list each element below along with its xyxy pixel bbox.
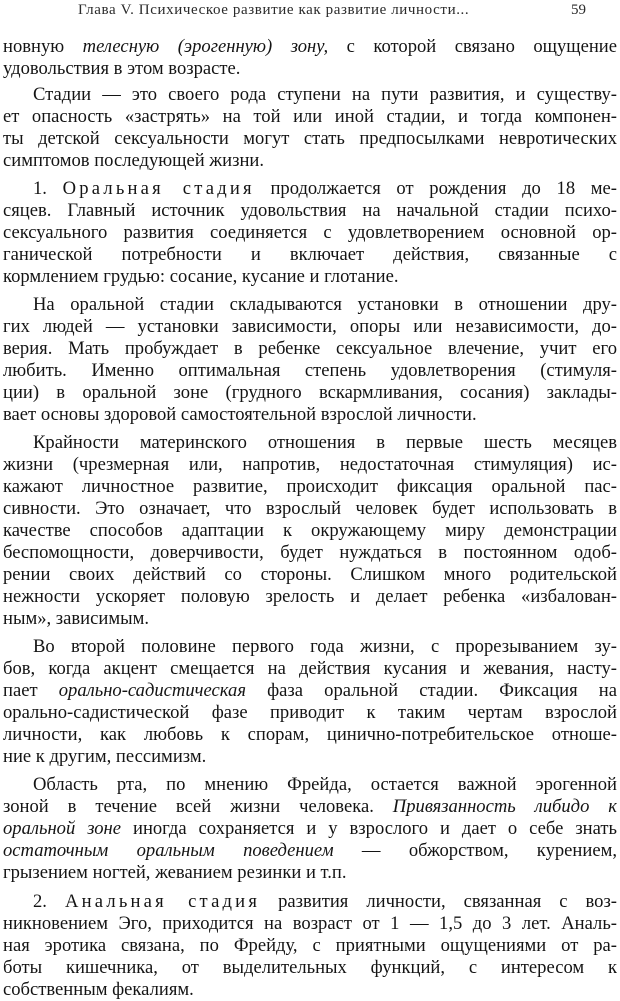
text-run: 2. (33, 891, 65, 912)
text-run: 1. (33, 178, 63, 199)
text-line (3, 702, 617, 724)
text-run: Стадии — это своего рода ступени на пути развития, и существу- (33, 84, 617, 105)
text-line (3, 542, 617, 564)
text-run: жизни (чрезмерная или, напротив, недостаточная стимуляция) ис- (3, 454, 617, 475)
text-line (3, 294, 617, 316)
text-line (3, 404, 617, 426)
text-run: Крайности материнского отношения в первые шесть месяцев (33, 432, 617, 453)
text-line (3, 432, 617, 454)
text-line (3, 84, 617, 106)
text-line (3, 178, 617, 200)
italic-phrase: телесную (эрогенную) зону, (82, 36, 329, 57)
text-line (3, 796, 617, 818)
text-line (3, 36, 617, 58)
text-line (3, 658, 617, 680)
text-run: ганической потребности и включает действия, связанные с (3, 244, 617, 265)
italic-phrase: оральной зоне (3, 818, 122, 839)
spaced-heading: Оральная стадия (62, 178, 255, 199)
text-run: ная эротика связана, по Фрейду, с приятными ощущениями от ра- (3, 935, 617, 956)
text-run: Область рта, по мнению Фрейда, остается важной эрогенной (33, 774, 617, 795)
text-run: боты кишечника, от выделительных функций, с интересом к (3, 957, 617, 978)
text-run: ным», зависимым. (3, 608, 150, 629)
text-run: кормлением грудью: сосание, кусание и глотание. (3, 266, 399, 287)
text-line (3, 454, 617, 476)
text-run: продолжается от рождения до 18 ме- (254, 178, 617, 199)
text-line (3, 316, 617, 338)
text-line (3, 913, 617, 935)
text-line (3, 564, 617, 586)
text-line (3, 520, 617, 542)
italic-phrase: остаточным оральным поведением (3, 840, 334, 861)
text-line (3, 680, 617, 702)
text-line (3, 935, 617, 957)
text-line (3, 128, 617, 150)
text-run: новную (3, 36, 83, 57)
text-line (3, 338, 617, 360)
text-line (3, 106, 617, 128)
text-run: сексуального развития соединяется с удовлетворением основной ор- (3, 222, 617, 243)
text-run: рении своих действий со стороны. Слишком много родительской (3, 564, 617, 585)
text-run: ние к другим, пессимизм. (3, 746, 207, 767)
text-line (3, 746, 617, 768)
text-line (3, 608, 617, 630)
text-run: сяцев. Главный источник удовольствия на начальной стадии психо- (3, 200, 617, 221)
text-run: верия. Мать пробуждает в ребенке сексуальное влечение, учит его (3, 338, 617, 359)
text-run: ции) в оральной зоне (грудного вскармливания, сосания) заклады- (3, 382, 617, 403)
text-line (3, 774, 617, 796)
text-run: симптомов последующей жизни. (3, 150, 264, 171)
text-line (3, 724, 617, 746)
text-run: гих людей — установки зависимости, опоры или независимости, до- (3, 316, 617, 337)
body-text (3, 36, 617, 1001)
text-run: орально-садистической фазе приводит к таким чертам взрослой (3, 702, 617, 723)
text-line (3, 58, 617, 80)
text-run: любить. Именно оптимальная степень удовлетворения (стимуля- (3, 360, 617, 381)
text-line (3, 266, 617, 288)
text-run: Во второй половине первого года жизни, с прорезыванием зу- (33, 636, 617, 657)
text-run: нежности ускоряет половую зрелость и делает ребенка «избалован- (3, 586, 617, 607)
text-line (3, 862, 617, 884)
text-run: удовольствия в этом возрасте. (3, 58, 241, 79)
running-head (0, 0, 620, 22)
text-line (3, 957, 617, 979)
text-run: с которой связано ощущение (328, 36, 617, 57)
text-line (3, 200, 617, 222)
text-run: развития личности, связанная с воз- (260, 891, 617, 912)
text-line (3, 586, 617, 608)
text-line (3, 498, 617, 520)
text-line (3, 382, 617, 404)
text-run: личности, как любовь к спорам, цинично-потребительское отноше- (3, 724, 617, 745)
text-line (3, 244, 617, 266)
text-run: зоной в течение всей жизни человека. (3, 796, 393, 817)
text-run: грызением ногтей, жеванием резинки и т.п. (3, 862, 347, 883)
text-run: беспомощности, доверчивости, будет нуждаться в постоянном одоб- (3, 542, 617, 563)
text-run: кажают личностное развитие, происходит фиксация оральной пас- (3, 476, 617, 497)
chapter-title: Глава V. Психическое развитие как развитие личности... (78, 2, 470, 18)
text-line (3, 222, 617, 244)
text-line (3, 979, 617, 1001)
text-run: ты детской сексуальности могут стать предпосылками невротических (3, 128, 617, 149)
spaced-heading: Анальная стадия (64, 891, 261, 912)
page-number: 59 (571, 2, 586, 18)
text-line (3, 818, 617, 840)
text-line (3, 891, 617, 913)
text-line (3, 840, 617, 862)
text-line (3, 150, 617, 172)
text-run: фаза оральной стадии. Фиксация на (245, 680, 617, 701)
text-run: никновением Эго, приходится на возраст от 1 — 1,5 до 3 лет. Аналь- (3, 913, 617, 934)
text-run: пает (3, 680, 59, 701)
italic-phrase: Привязанность либидо к (392, 796, 617, 817)
text-run: ет опасность «застрять» на той или иной стадии, и тогда компонен- (3, 106, 617, 127)
italic-phrase: орально-садистическая (58, 680, 246, 701)
text-run: иногда сохраняется и у взрослого и дает о себе знать (121, 818, 617, 839)
text-run: бов, когда акцент смещается на действия кусания и жевания, насту- (3, 658, 617, 679)
text-run: собственным фекалиям. (3, 979, 194, 1000)
text-run: — обжорством, курением, (333, 840, 617, 861)
text-line (3, 636, 617, 658)
text-run: сивности. Это означает, что взрослый человек будет использовать в (3, 498, 617, 519)
text-run: На оральной стадии складываются установки в отношении дру- (33, 294, 617, 315)
text-line (3, 476, 617, 498)
text-run: вает основы здоровой самостоятельной взрослой личности. (3, 404, 477, 425)
text-line (3, 360, 617, 382)
text-run: качестве способов адаптации к окружающему миру демонстрации (3, 520, 617, 541)
